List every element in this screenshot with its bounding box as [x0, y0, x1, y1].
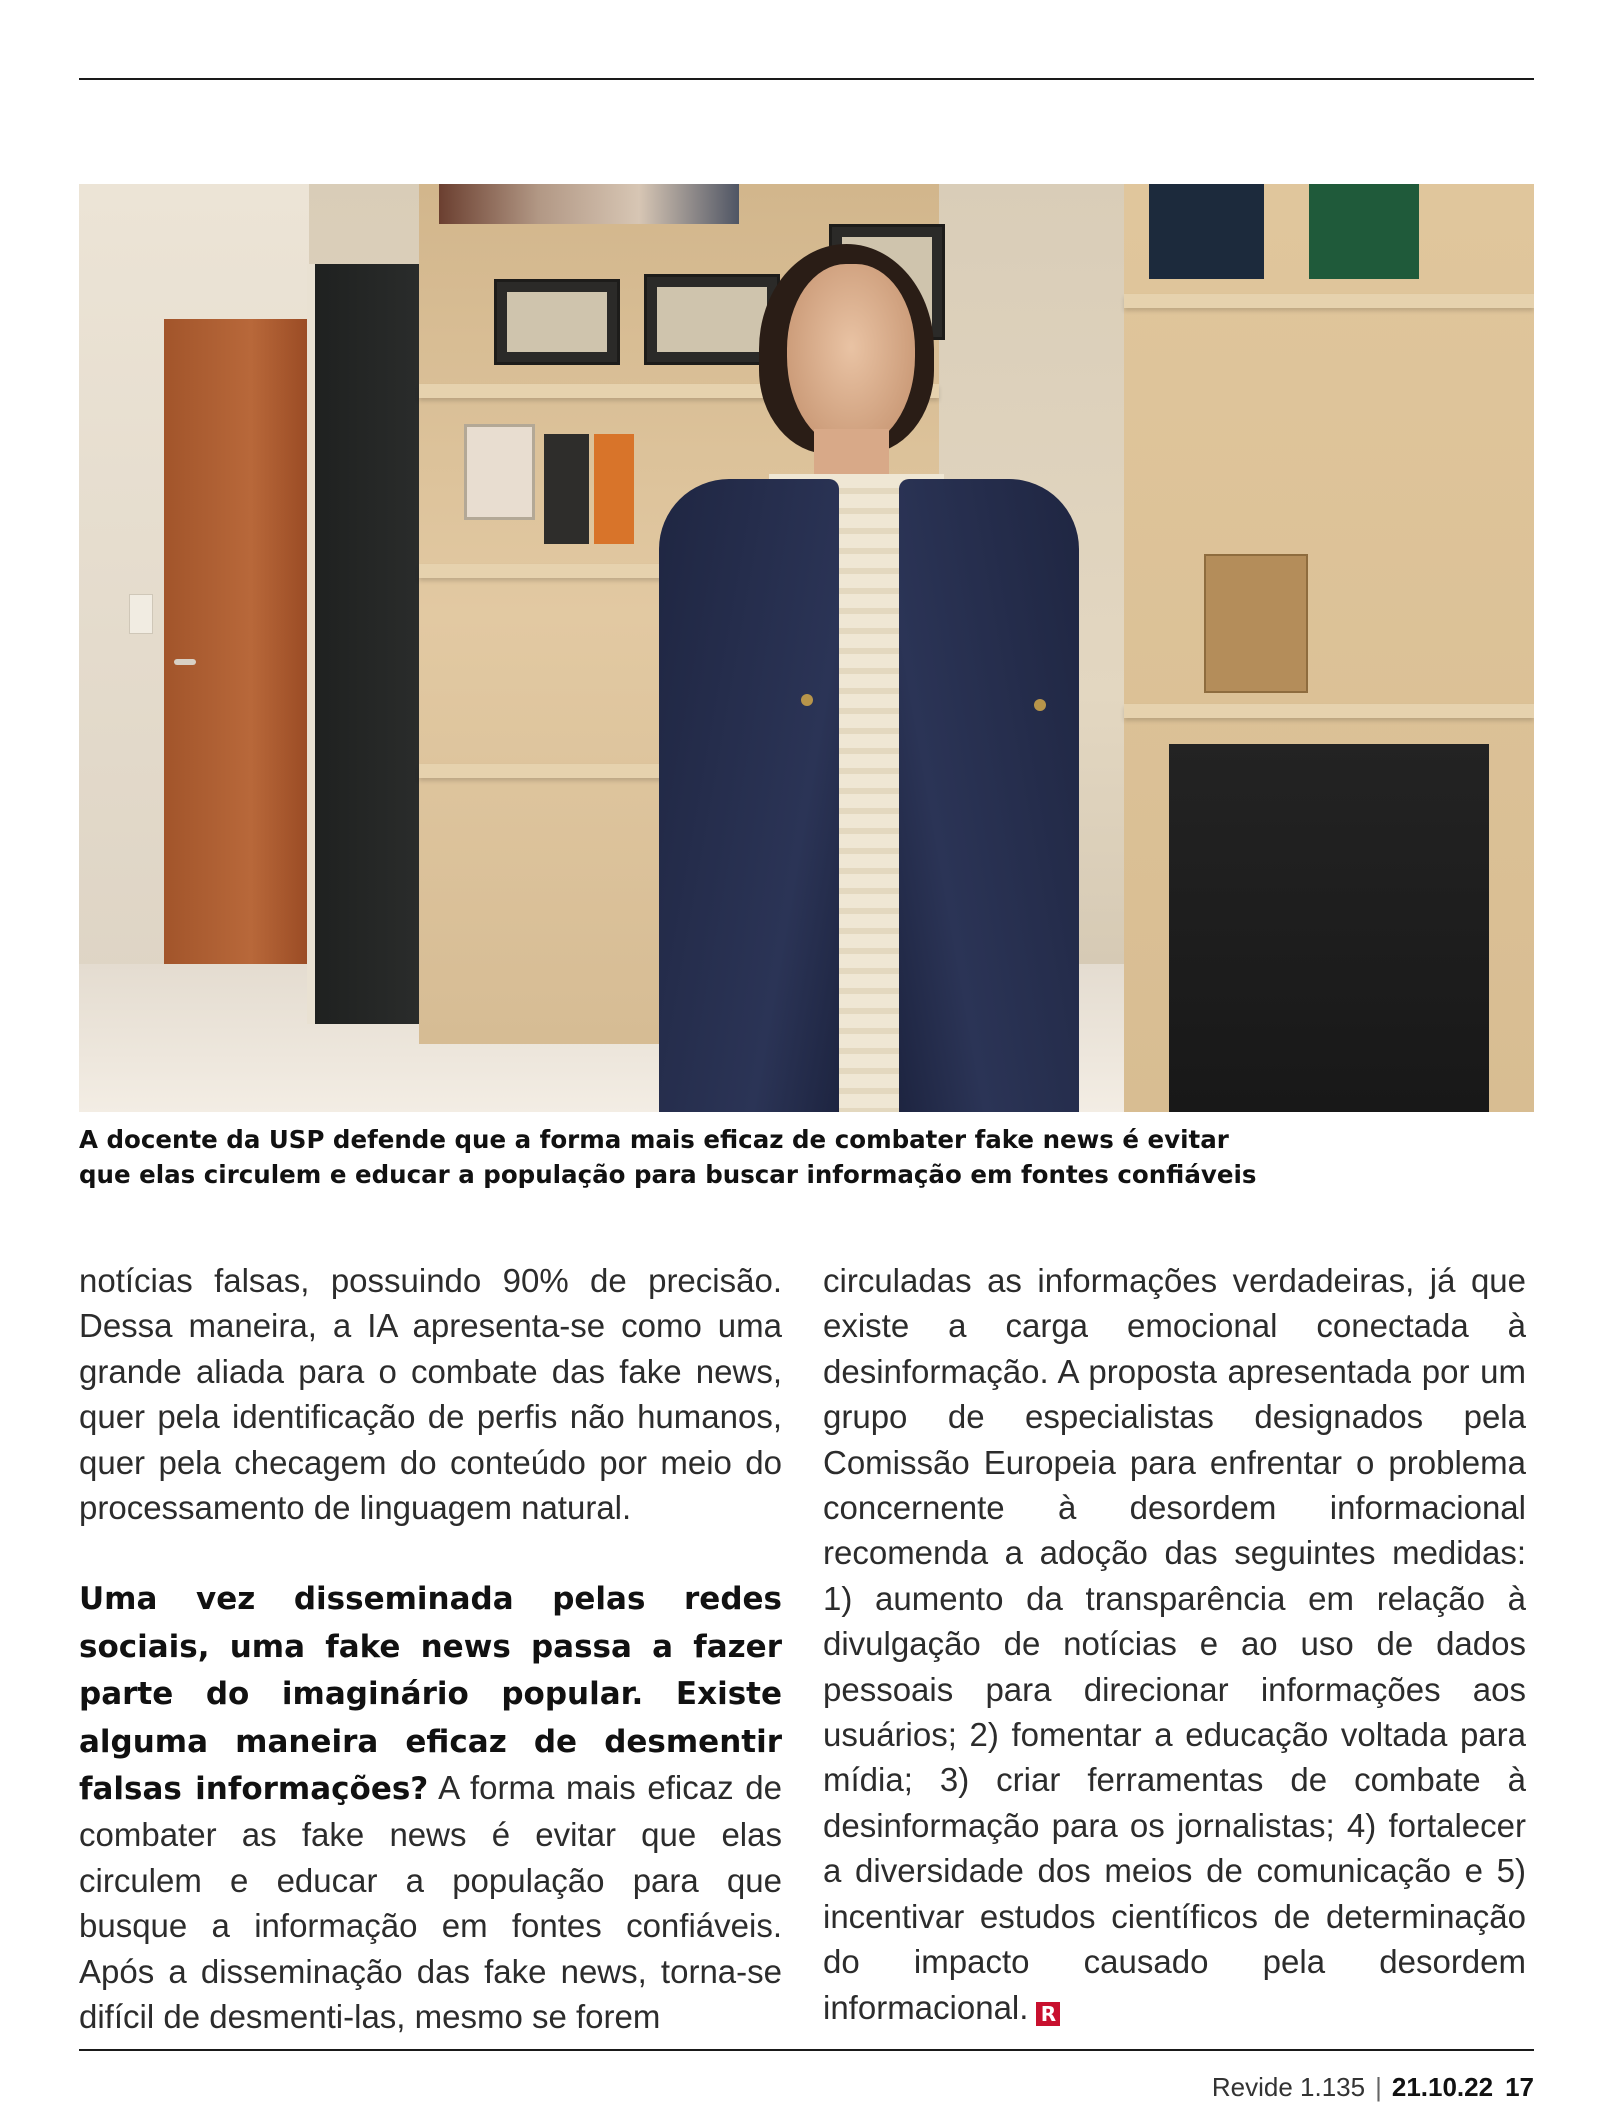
article-column-left: [79, 1258, 782, 2040]
footer-separator: |: [1375, 2072, 1382, 2102]
page-number: 17: [1505, 2072, 1534, 2102]
paragraph-text: circuladas as informações verdadeiras, já que existe a carga emocional conectada à desinformação. A proposta apresentada por um grupo de especialistas designados pela Comissão Europeia para enfrentar o problema concernente à desordem informacional recomenda a adoção das seguintes medidas: 1) aumento da transparência em relação à divulgação de notícias e ao uso de dados pessoais para direcionar informações aos usuários; 2) fomentar a educação voltada para mídia; 3) criar ferramentas de combate à desinformação para os jornalistas; 4) fortalecer a diversidade dos meios de comunicação e 5) incentivar estudos científicos de determinação do impacto causado pela desordem informacional.: [823, 1262, 1526, 2026]
caption-line-2: que elas circulem e educar a população para buscar informação em fontes confiáveis: [79, 1160, 1257, 1189]
person-jacket-right: [899, 479, 1079, 1112]
top-rule: [79, 78, 1534, 80]
interview-qa: [79, 1575, 782, 2039]
jacket-button: [801, 694, 813, 706]
photo-fridge: [1169, 744, 1489, 1112]
light-switch: [129, 594, 153, 634]
paragraph: notícias falsas, possuindo 90% de precisão. Dessa maneira, a IA apresenta-se como uma grande aliada para o combate das fake news, quer pela identificação de perfis não humanos, quer pela checagem do conteúdo por meio do processamento de linguagem natural.: [79, 1262, 782, 1527]
article-photo: [79, 184, 1534, 1112]
article-column-right: [823, 1258, 1526, 2030]
person-jacket-left: [659, 479, 839, 1112]
interview-answer: A forma mais eficaz de combater as fake news é evitar que elas circulem e educar a população para que busque a informação em fontes confiáveis. Após a disseminação das fake news, torna-se difícil de desmenti-las, mesmo se forem: [79, 1769, 782, 2036]
paragraph: [823, 1258, 1526, 2030]
photo-caption: [79, 1122, 1534, 1192]
issue-date: 21.10.22: [1391, 2072, 1494, 2102]
bottom-rule: [79, 2049, 1534, 2051]
caption-line-1: A docente da USP defende que a forma mais eficaz de combater fake news é evitar: [79, 1125, 1229, 1154]
magazine-issue: Revide 1.135: [1211, 2072, 1366, 2102]
end-mark-icon: R: [1036, 2002, 1060, 2026]
jacket-button: [1034, 699, 1046, 711]
person-face: [787, 264, 915, 449]
page-footer: [1212, 2072, 1534, 2102]
photo-blackboard: [307, 264, 420, 1024]
photo-door: [164, 319, 309, 969]
interview-question: Uma vez disseminada pelas redes sociais, uma fake news passa a fazer parte do imaginário popular. Existe alguma maneira eficaz de desmentir falsas informações?: [79, 1581, 782, 1808]
